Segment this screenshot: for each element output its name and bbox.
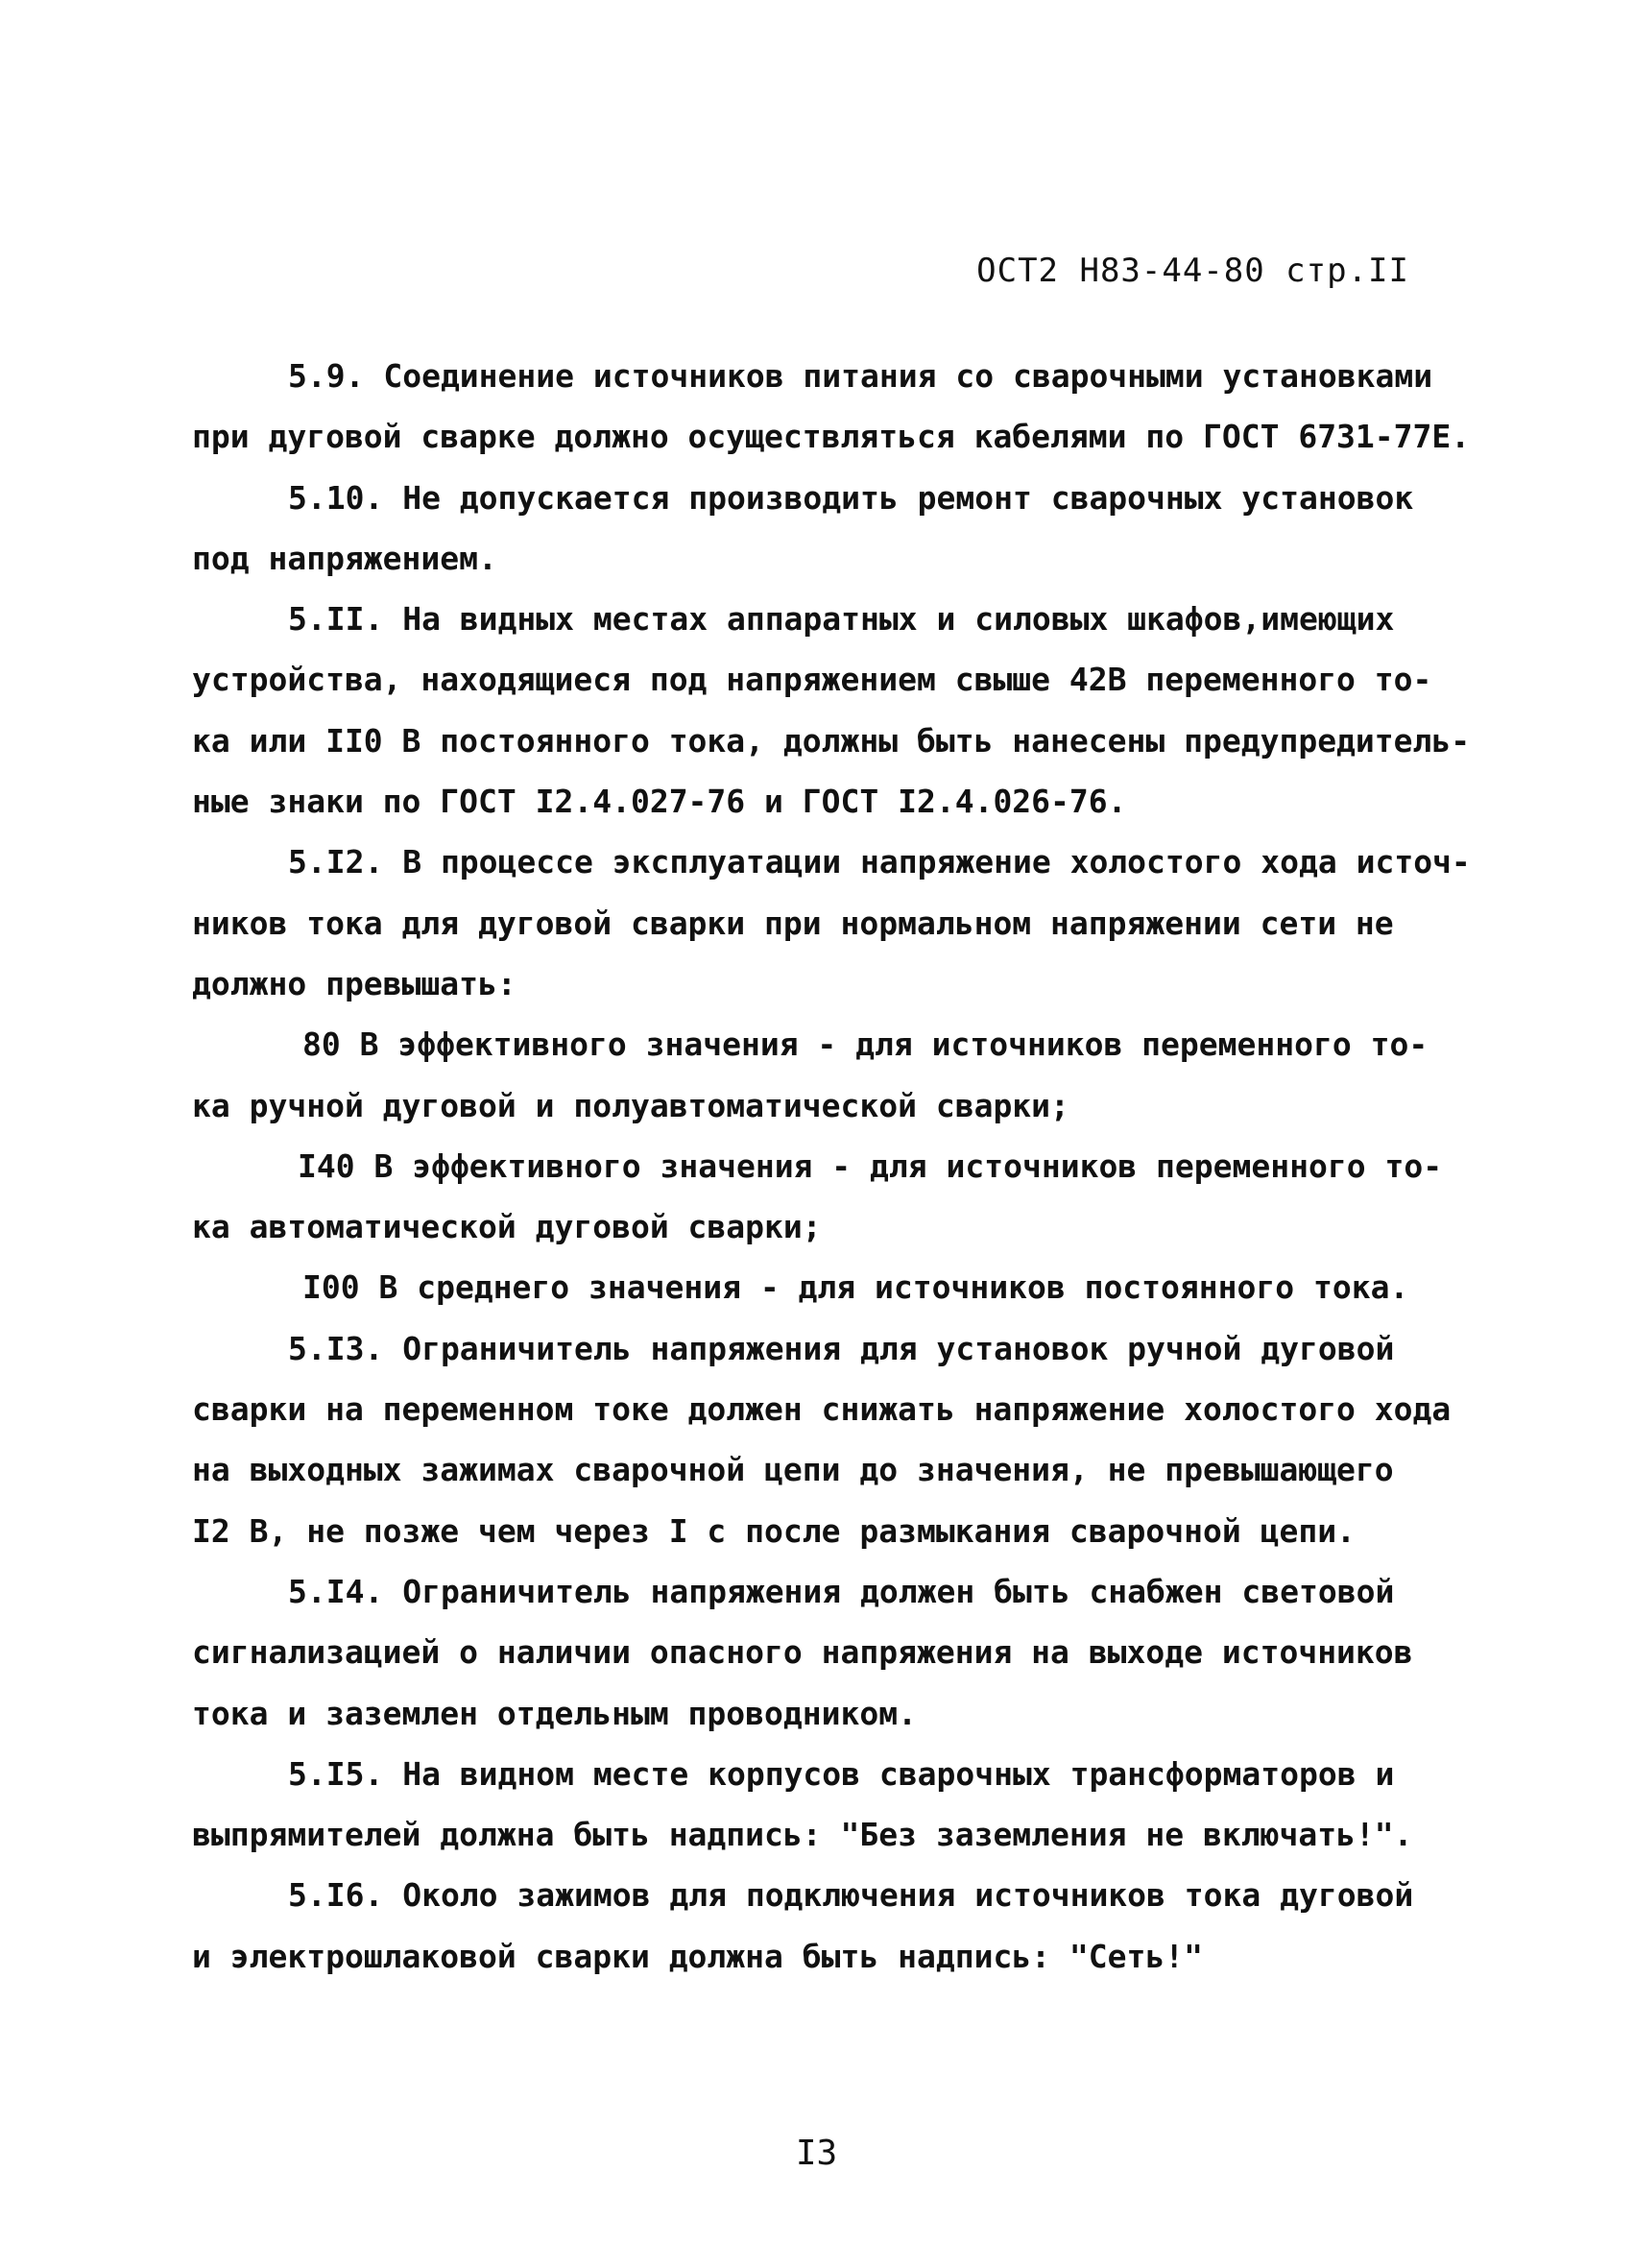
paragraph-5-12-line: 5.I2. В процессе эксплуатации напряжение холостого хода источ- <box>288 843 1471 881</box>
paragraph-5-16-line: и электрошлаковой сварки должна быть надпись: "Сеть!" <box>192 1937 1203 1975</box>
paragraph-5-13-line: сварки на переменном токе должен снижать напряжение холостого хода <box>192 1390 1452 1429</box>
paragraph-5-12-line: ников тока для дуговой сварки при нормальном напряжении сети не <box>192 904 1394 942</box>
list-item-140v-line: ка автоматической дуговой сварки; <box>192 1208 822 1246</box>
list-item-80v-line: 80 В эффективного значения - для источников переменного то- <box>302 1025 1429 1064</box>
paragraph-5-11-line: устройства, находящиеся под напряжением свыше 42В переменного то- <box>192 661 1432 699</box>
paragraph-5-13-line: на выходных зажимах сварочной цепи до значения, не превышающего <box>192 1451 1394 1489</box>
paragraph-5-14-line: 5.I4. Ограничитель напряжения должен быть снабжен световой <box>288 1572 1395 1610</box>
paragraph-5-12-line: должно превышать: <box>192 964 516 1002</box>
paragraph-5-11-line: 5.II. На видных местах аппаратных и силовых шкафов,имеющих <box>288 600 1395 639</box>
paragraph-5-10-line: под напряжением. <box>192 539 497 577</box>
document-header: ОСТ2 Н83-44-80 стр.II <box>976 252 1409 290</box>
paragraph-5-15-line: выпрямителей должна быть надпись: "Без заземления не включать!". <box>192 1816 1413 1854</box>
paragraph-5-11-line: ные знаки по ГОСТ I2.4.027-76 и ГОСТ I2.4.026-76. <box>192 783 1127 821</box>
paragraph-5-15-line: 5.I5. На видном месте корпусов сварочных трансформаторов и <box>288 1754 1395 1793</box>
paragraph-5-9-line: 5.9. Соединение источников питания со сварочными установками <box>288 357 1433 395</box>
paragraph-5-14-line: тока и заземлен отдельным проводником. <box>192 1694 917 1732</box>
list-item-80v-line: ка ручной дуговой и полуавтоматической сварки; <box>192 1086 1069 1124</box>
paragraph-5-10-line: 5.10. Не допускается производить ремонт сварочных установок <box>288 478 1414 517</box>
paragraph-5-16-line: 5.I6. Около зажимов для подключения источников тока дуговой <box>288 1876 1414 1915</box>
list-item-100v-line: I00 В среднего значения - для источников постоянного тока. <box>302 1268 1409 1307</box>
document-body <box>192 346 1471 1987</box>
page-number: I3 <box>795 2134 838 2173</box>
paragraph-5-13-line: 5.I3. Ограничитель напряжения для установок ручной дуговой <box>288 1329 1395 1367</box>
paragraph-5-9-line: при дуговой сварке должно осуществляться кабелями по ГОСТ 6731-77Е. <box>192 418 1471 456</box>
paragraph-5-14-line: сигнализацией о наличии опасного напряжения на выходе источников <box>192 1633 1413 1672</box>
list-item-140v-line: I40 В эффективного значения - для источников переменного то- <box>298 1146 1443 1185</box>
paragraph-5-11-line: ка или II0 В постоянного тока, должны быть нанесены предупредитель- <box>192 721 1471 760</box>
paragraph-5-13-line: I2 В, не позже чем через I с после размыкания сварочной цепи. <box>192 1511 1356 1550</box>
